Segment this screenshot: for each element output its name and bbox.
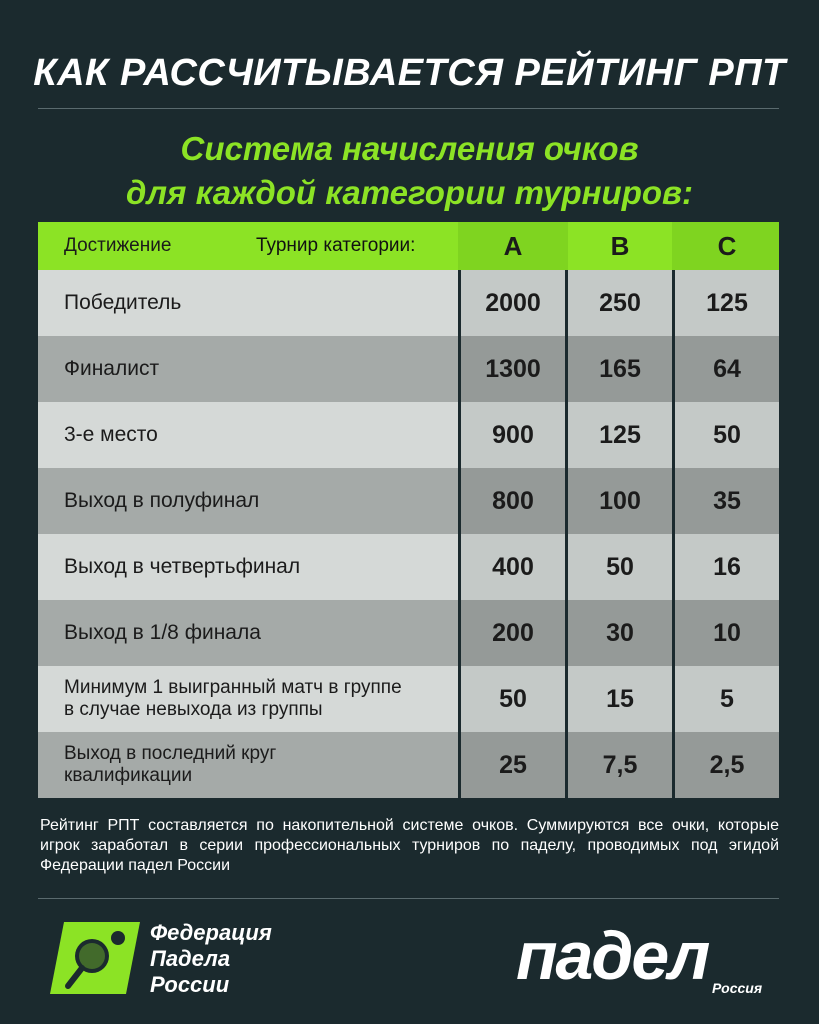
header-a: A <box>503 230 523 261</box>
table-row <box>38 402 779 468</box>
row-label-line-2: в случае невыхода из группы <box>64 699 323 720</box>
value-c: 125 <box>706 288 748 317</box>
value-c: 2,5 <box>709 750 745 779</box>
table-row <box>38 270 779 336</box>
row-label: 3-е место <box>64 423 158 446</box>
table-row <box>38 666 779 732</box>
value-a: 800 <box>492 486 534 515</box>
footnote: Рейтинг РПТ составляется по накопительной системе очков. Суммируются все очки, которые игрок заработал в серии профессиональных турниров по паделу, проводимых под эгидой Федерации падел России <box>40 817 779 874</box>
value-b: 250 <box>599 288 641 317</box>
page-title: КАК РАССЧИТЫВАЕТСЯ РЕЙТИНГ РПТ <box>33 52 786 94</box>
subtitle-line-1: Система начисления очков <box>180 130 639 167</box>
divider-bottom <box>38 898 779 899</box>
value-a: 400 <box>492 552 534 581</box>
value-a: 200 <box>492 618 534 647</box>
federation-line-3: России <box>150 972 230 997</box>
row-label-line-1: Минимум 1 выигранный матч в группе <box>64 677 402 698</box>
divider-top <box>38 108 779 109</box>
padel-logo-subtitle: Россия <box>712 980 763 996</box>
value-c: 16 <box>713 552 741 581</box>
row-label <box>64 732 276 798</box>
row-label <box>64 666 402 732</box>
value-a: 900 <box>492 420 534 449</box>
value-b: 50 <box>606 552 634 581</box>
header-category: Турнир категории: <box>256 235 416 256</box>
points-table <box>38 222 779 798</box>
header-c: C <box>717 230 737 261</box>
value-b: 125 <box>599 420 641 449</box>
value-c: 10 <box>713 618 741 647</box>
federation-name <box>150 920 272 998</box>
subtitle-line-2: для каждой категории турниров: <box>126 174 693 211</box>
table-row <box>38 468 779 534</box>
row-label: Победитель <box>64 291 182 314</box>
value-b: 30 <box>606 618 634 647</box>
row-label: Выход в четвертьфинал <box>64 555 301 578</box>
table-row <box>38 732 779 798</box>
row-label-line-1: Выход в последний круг <box>64 743 277 764</box>
value-b: 15 <box>606 684 634 713</box>
table-header <box>38 222 779 270</box>
value-b: 165 <box>599 354 641 383</box>
value-b: 100 <box>599 486 641 515</box>
value-c: 50 <box>713 420 741 449</box>
table-row <box>38 336 779 402</box>
value-c: 64 <box>713 354 741 383</box>
row-label: Финалист <box>64 357 160 380</box>
row-label: Выход в 1/8 финала <box>64 621 261 644</box>
value-a: 25 <box>499 750 527 779</box>
row-label-line-2: квалификации <box>64 765 193 786</box>
value-a: 2000 <box>485 288 541 317</box>
value-b: 7,5 <box>602 750 638 779</box>
federation-logo-icon <box>50 922 140 994</box>
padel-logo: падел <box>516 918 709 994</box>
header-achievement: Достижение <box>64 235 172 256</box>
header-b: B <box>610 230 630 261</box>
federation-line-2: Падела <box>150 946 231 971</box>
value-c: 5 <box>720 684 734 713</box>
row-label: Выход в полуфинал <box>64 489 260 512</box>
value-a: 50 <box>499 684 527 713</box>
table-row <box>38 600 779 666</box>
value-a: 1300 <box>485 354 541 383</box>
federation-line-1: Федерация <box>150 920 272 945</box>
value-c: 35 <box>713 486 741 515</box>
table-row <box>38 534 779 600</box>
